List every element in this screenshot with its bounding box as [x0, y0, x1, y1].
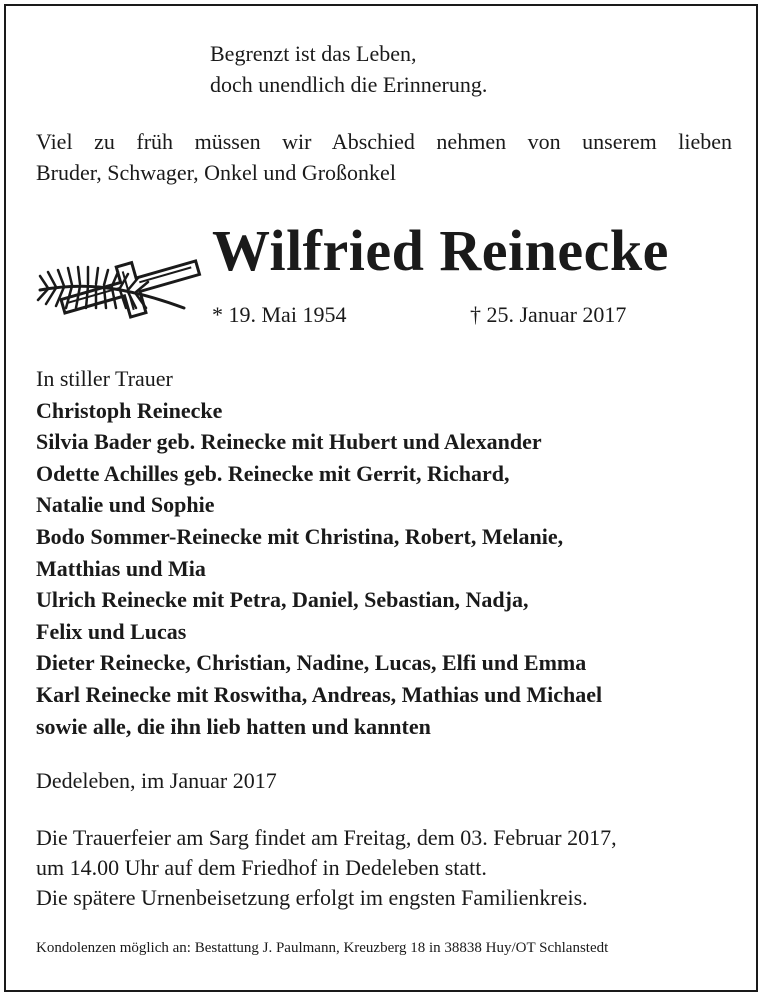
intro-line-2: Bruder, Schwager, Onkel und Großonkel: [36, 160, 396, 185]
motto-line-1: Begrenzt ist das Leben,: [210, 41, 417, 66]
mourner-line: Bodo Sommer-Reinecke mit Christina, Robert, Melanie,: [36, 523, 564, 549]
service-line-3: Die spätere Urnenbeisetzung erfolgt im engsten Familienkreis.: [36, 885, 588, 910]
mourner-line: Karl Reinecke mit Roswitha, Andreas, Mathias und Michael: [36, 681, 603, 707]
intro-text: [36, 126, 732, 188]
motto-line-2: doch unendlich die Erinnerung.: [210, 72, 488, 97]
funeral-service-info: [36, 823, 617, 913]
service-line-1: Die Trauerfeier am Sarg findet am Freitag, dem 03. Februar 2017,: [36, 825, 617, 850]
cross-with-palm-branch-icon: [34, 246, 210, 324]
obituary-notice: [4, 4, 758, 992]
mourners-list: [36, 363, 602, 742]
mourner-line: Natalie und Sophie: [36, 492, 215, 518]
condolence-contact: Kondolenzen möglich an: Bestattung J. Paulmann, Kreuzberg 18 in 38838 Huy/OT Schlanstedt: [36, 940, 609, 956]
mourner-line: Felix und Lucas: [36, 618, 187, 644]
birth-date: * 19. Mai 1954: [212, 302, 347, 327]
mourning-lead: In stiller Trauer: [36, 366, 173, 391]
mourner-line: Dieter Reinecke, Christian, Nadine, Lucas, Elfi und Emma: [36, 650, 587, 676]
place-date: Dedeleben, im Januar 2017: [36, 768, 277, 793]
mourner-line: Ulrich Reinecke mit Petra, Daniel, Sebastian, Nadja,: [36, 587, 529, 613]
death-date: † 25. Januar 2017: [470, 302, 627, 327]
intro-line-1: Viel zu früh müssen wir Abschied nehmen von unserem lieben: [36, 129, 732, 154]
deceased-name: Wilfried Reinecke: [212, 218, 669, 283]
mourner-line: Christoph Reinecke: [36, 397, 223, 423]
mourner-line: Matthias und Mia: [36, 555, 206, 581]
mourner-line: sowie alle, die ihn lieb hatten und kannten: [36, 713, 431, 739]
mourner-line: Odette Achilles geb. Reinecke mit Gerrit, Richard,: [36, 460, 510, 486]
mourner-line: Silvia Bader geb. Reinecke mit Hubert und Alexander: [36, 429, 542, 455]
service-line-2: um 14.00 Uhr auf dem Friedhof in Dedeleben statt.: [36, 855, 487, 880]
motto: [210, 38, 487, 100]
